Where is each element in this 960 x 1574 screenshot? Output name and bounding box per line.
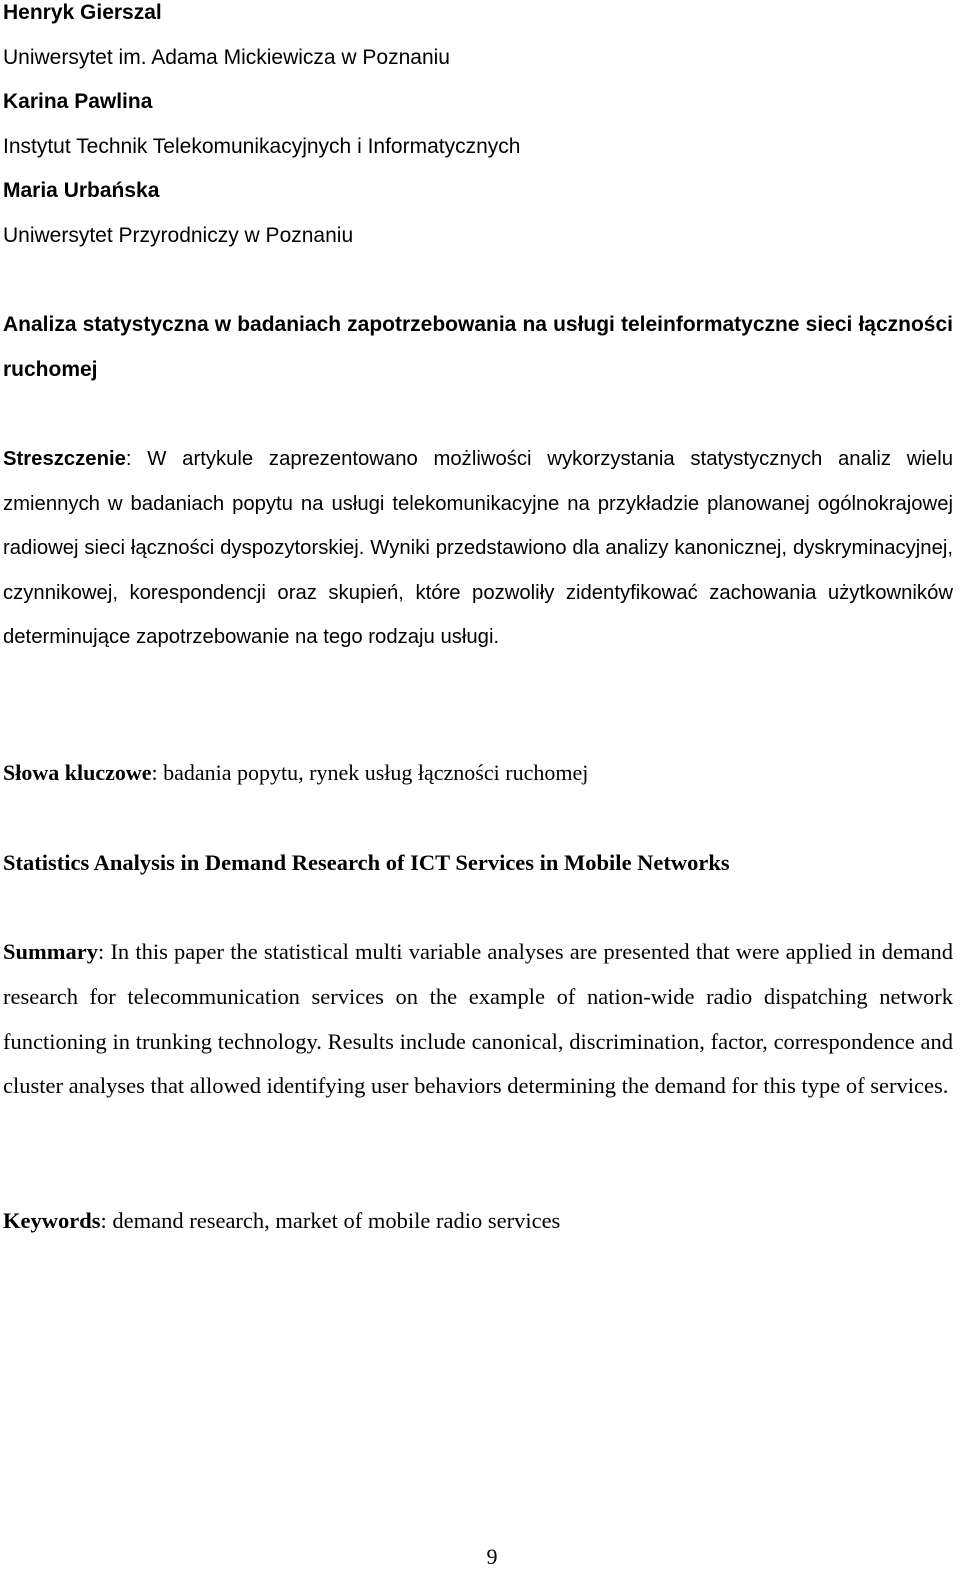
abstract-polish — [3, 437, 953, 660]
summary-english-text: : In this paper the statistical multi variable analyses are presented that were applied in demand research for telecommunication services on the example of nation-wide radio dispatching network functioning in trunking technology. Results include canonical, discrimination, factor, correspondence and cluster analyses that allowed identifying user behaviors determining the demand for this type of services. — [3, 939, 953, 1099]
keywords-polish-text: : badania popytu, rynek usług łączności ruchomej — [151, 760, 589, 785]
keywords-polish — [3, 751, 953, 796]
keywords-polish-label: Słowa kluczowe — [3, 760, 152, 785]
abstract-polish-text: : W artykule zaprezentowano możliwości wykorzystania statystycznych analiz wielu zmiennych w badaniach popytu na usługi telekomunikacyjne na przykładzie planowanej ogólnokrajowej radiowej sieci łączności dyspozytorskiej. Wyniki przedstawiono dla analizy kanonicznej, dyskryminacyjnej, czynnikowej, korespondencji oraz skupień, które pozwoliły zidentyfikować zachowania użytkowników determinujące zapotrzebowanie na tego rodzaju usługi. — [3, 448, 953, 648]
page-number: 9 — [486, 1544, 498, 1569]
summary-english-label: Summary — [3, 939, 98, 964]
author-affiliation-3: Uniwersytet Przyrodniczy w Poznaniu — [3, 223, 354, 247]
abstract-polish-label: Streszczenie — [3, 448, 126, 470]
keywords-english-label: Keywords — [3, 1208, 101, 1233]
summary-english — [3, 930, 953, 1109]
paper-title-english: Statistics Analysis in Demand Research of ICT Services in Mobile Networks — [3, 850, 730, 875]
author-name-1: Henryk Gierszal — [3, 1, 162, 24]
author-name-3: Maria Urbańska — [3, 179, 160, 202]
paper-title-polish: Analiza statystyczna w badaniach zapotrzebowania na usługi teleinformatyczne sieci łączności ruchomej — [3, 313, 953, 381]
author-name-2: Karina Pawlina — [3, 90, 153, 113]
author-block — [3, 0, 953, 258]
keywords-english-text: : demand research, market of mobile radio services — [100, 1208, 561, 1233]
author-affiliation-1: Uniwersytet im. Adama Mickiewicza w Poznaniu — [3, 45, 450, 69]
paper-page — [3, 0, 953, 1233]
keywords-english — [3, 1199, 953, 1244]
author-affiliation-2: Instytut Technik Telekomunikacyjnych i Informatycznych — [3, 134, 521, 158]
